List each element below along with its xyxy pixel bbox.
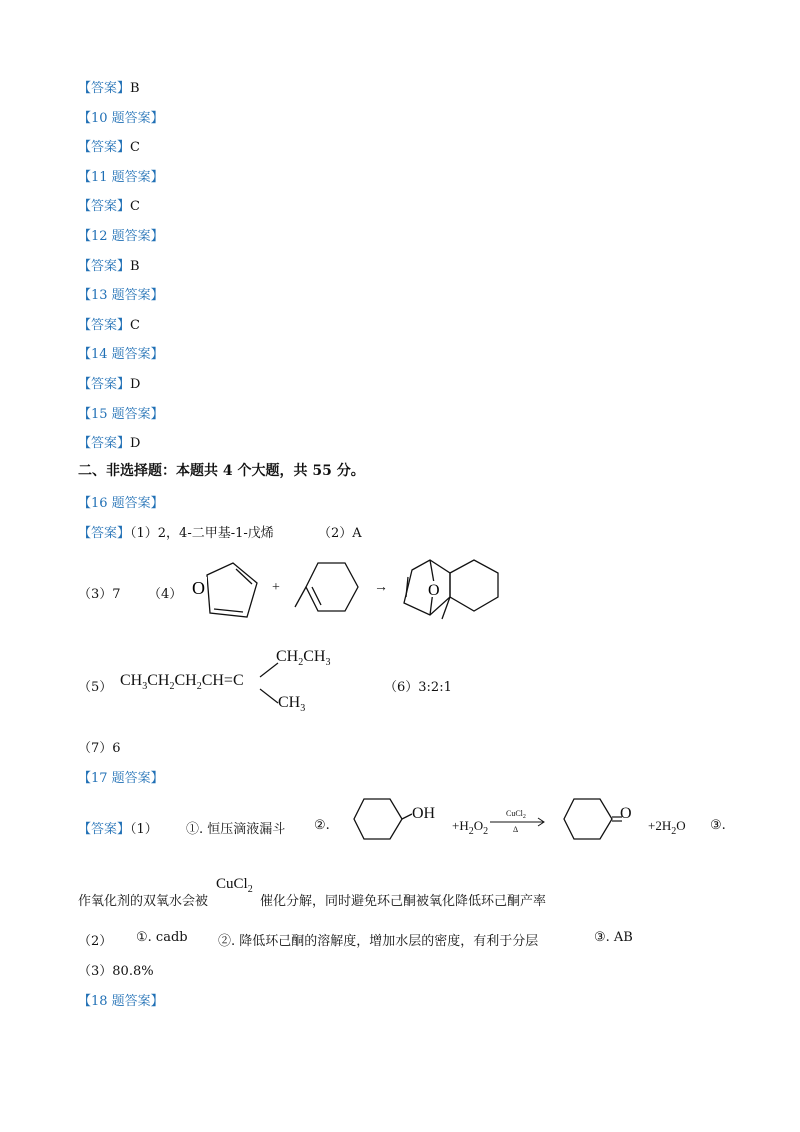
q17-item2: ②. <box>314 818 330 833</box>
answer-tag: 【13 题答案】 <box>78 288 164 304</box>
methylcyclohexene-structure-icon <box>290 555 365 625</box>
ketone-oxygen: O <box>620 805 632 822</box>
question-header <box>78 343 164 362</box>
h2o2-formula: $+H_2O_2$ <box>452 818 489 837</box>
q17-part2-item2: ②. 降低环己酮的溶解度，增加水层的密度，有利于分层 <box>218 934 539 949</box>
question-header <box>78 403 164 422</box>
branch-top-formula: $CH_2CH_3$ <box>276 648 331 668</box>
answer-row <box>78 373 140 392</box>
plus-sign: + <box>272 580 280 595</box>
cyclohexanol-structure-icon <box>352 795 412 845</box>
answer-tag: 【14 题答案】 <box>78 347 164 363</box>
hydroxyl-label: OH <box>412 805 436 822</box>
q16-part3: （3）7 <box>78 587 121 602</box>
answer-tag: 【答案】 <box>78 258 131 274</box>
answer-tag: 【答案】 <box>78 377 131 392</box>
reaction-arrow: → <box>374 580 388 595</box>
q17-part3: （3）80.8% <box>78 964 154 979</box>
answer-row <box>78 195 140 214</box>
product-structure-icon <box>392 545 522 635</box>
q16-part5: （5） <box>78 680 113 695</box>
answer-row <box>78 314 140 333</box>
answer-tag: 【11 题答案】 <box>78 169 164 185</box>
answer-tag: 【答案】 <box>78 822 131 837</box>
answer-tag: 【答案】 <box>78 81 131 96</box>
main-chain-formula: $CH_3CH_2CH_2CH=C$ <box>120 672 244 692</box>
answer-tag: 【答案】 <box>78 140 131 156</box>
question-header <box>78 284 164 303</box>
answer-tag: 【答案】 <box>78 317 131 333</box>
question-header <box>78 107 164 126</box>
water-formula: $+2H_2O$ <box>648 818 686 837</box>
q17-part1: （1） <box>130 822 158 837</box>
furan-oxygen: O <box>192 578 205 598</box>
answer-value: B <box>130 81 140 96</box>
q16-answer-line1 <box>78 522 274 541</box>
answer-row <box>78 77 140 96</box>
q17-part2-item1: ①. cadb <box>136 930 188 945</box>
section-heading: 二、非选择题：本题共 4 个大题，共 55 分。 <box>78 463 365 479</box>
q16-part6: （6）3:2:1 <box>384 680 452 695</box>
question-header <box>78 225 164 244</box>
q17-line2-prefix: 作氧化剂的双氧水会被 <box>78 894 209 909</box>
q16-part1: （1）2，4-二甲基-1-戊烯 <box>130 526 274 541</box>
answer-value: D <box>130 377 141 392</box>
q17-item1: ①. 恒压滴液漏斗 <box>186 822 286 837</box>
q17-answer-line1 <box>78 818 158 837</box>
answer-row <box>78 136 140 155</box>
q16-header: 【16 题答案】 <box>78 496 164 511</box>
branch-bottom-formula: $CH_3$ <box>278 694 306 714</box>
answer-value: C <box>130 317 140 333</box>
answer-tag: 【答案】 <box>78 199 131 215</box>
answer-row <box>78 255 140 274</box>
answer-value: C <box>130 140 140 156</box>
q17-header: 【17 题答案】 <box>78 771 164 786</box>
answer-tag: 【10 题答案】 <box>78 110 164 126</box>
q18-header: 【18 题答案】 <box>78 994 164 1009</box>
catalyst-label: CuCl$_2$ <box>506 809 526 820</box>
cyclohexanone-structure-icon <box>562 795 622 845</box>
furan-structure-icon <box>185 555 265 630</box>
question-header <box>78 166 164 185</box>
answer-value: B <box>130 258 140 274</box>
q17-part2-item3: ③. AB <box>594 930 633 945</box>
q16-part4: （4） <box>148 587 183 602</box>
answer-value: C <box>130 199 140 215</box>
q16-part2: （2）A <box>318 526 362 541</box>
q17-part2-label: （2） <box>78 934 113 949</box>
answer-value: D <box>130 436 141 452</box>
q17-line2-suffix: 催化分解，同时避免环己酮被氧化降低环己酮产率 <box>260 894 547 909</box>
cucl2-inline: CuCl$_2$ <box>216 876 253 895</box>
q17-line2 <box>78 890 208 909</box>
answer-tag: 【15 题答案】 <box>78 406 164 422</box>
answer-tag: 【答案】 <box>78 526 131 541</box>
answer-row <box>78 432 140 451</box>
q16-part7: （7）6 <box>78 741 121 756</box>
q17-item3: ③. <box>710 818 726 833</box>
heat-symbol: Δ <box>513 825 519 834</box>
answer-tag: 【12 题答案】 <box>78 229 164 244</box>
answer-tag: 【答案】 <box>78 436 131 452</box>
bridge-oxygen: O <box>428 582 440 599</box>
